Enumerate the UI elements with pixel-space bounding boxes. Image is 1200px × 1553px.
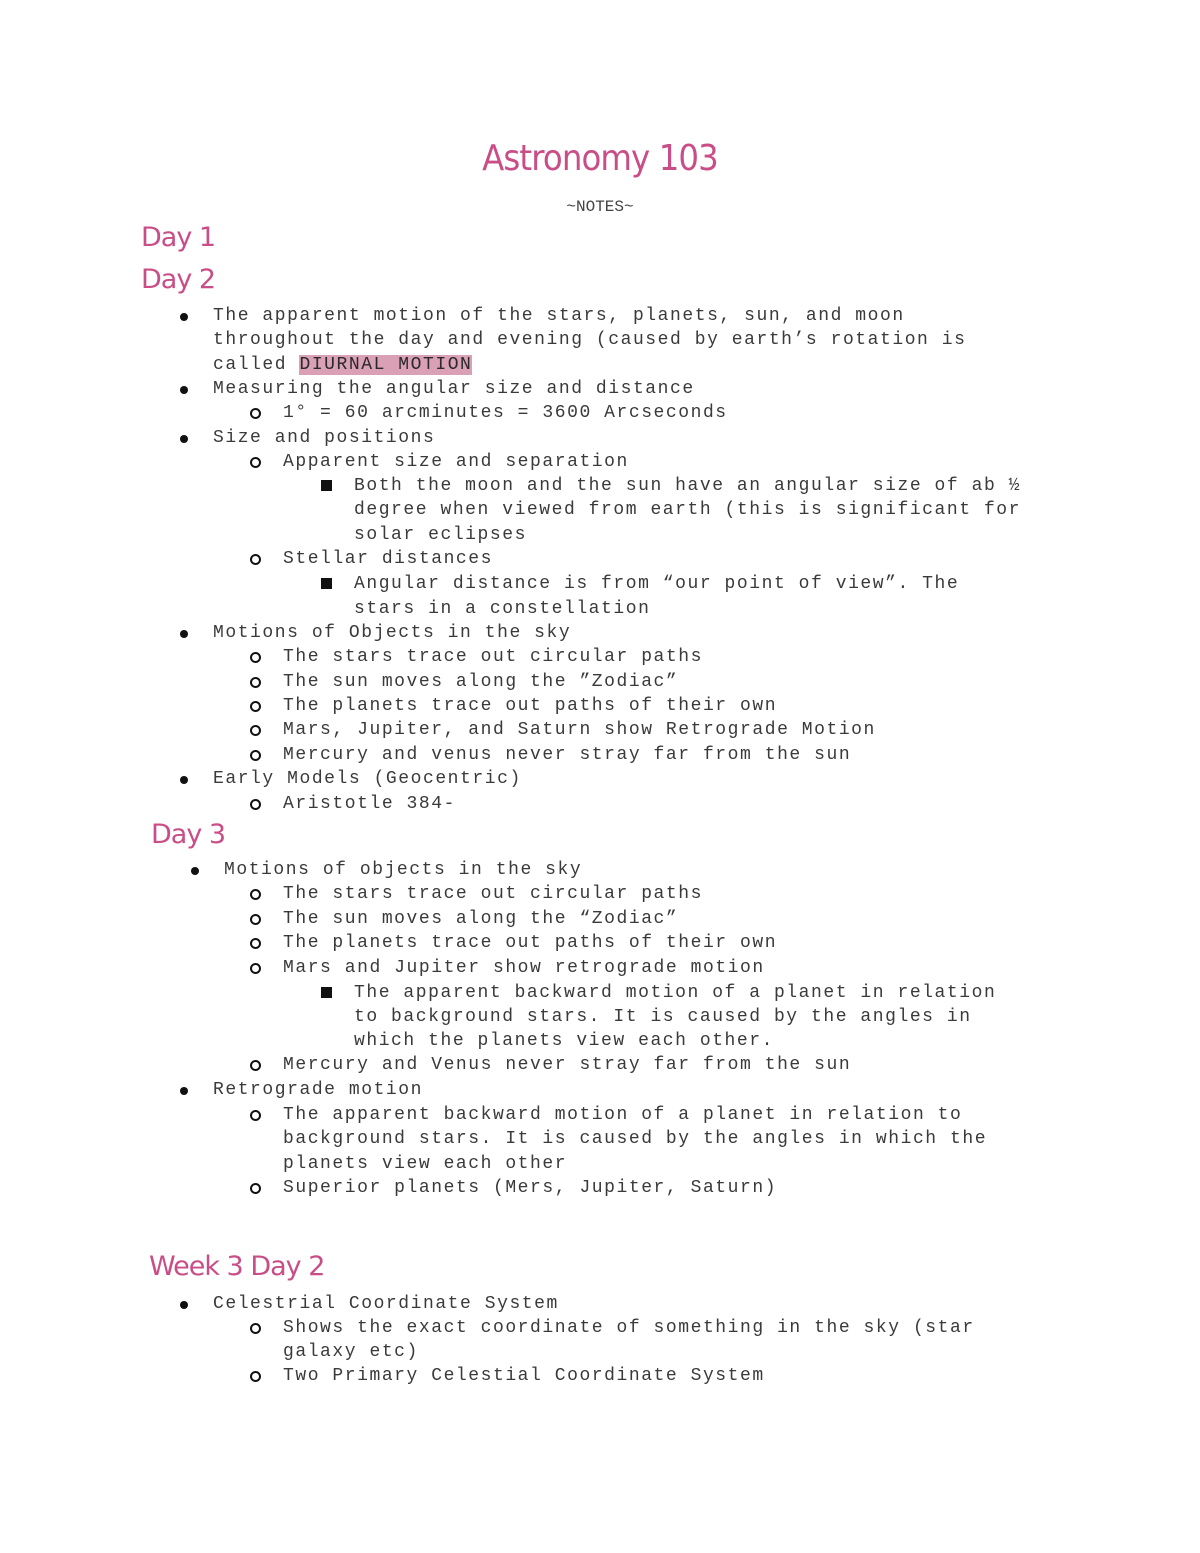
list-item-continued: stars in a constellation bbox=[354, 599, 651, 619]
list-item-continued: background stars. It is caused by the angles in which the bbox=[283, 1129, 988, 1149]
sub-list-item: Mars, Jupiter, and Saturn show Retrograde Motion bbox=[283, 720, 876, 740]
sub-list-item: Mercury and Venus never stray far from the sun bbox=[283, 1055, 852, 1075]
list-item-continued: galaxy etc) bbox=[283, 1342, 419, 1362]
sub-list-item: Mercury and venus never stray far from the sun bbox=[283, 745, 852, 765]
sub-list-item: Stellar distances bbox=[283, 549, 493, 569]
list-item: Motions of objects in the sky bbox=[224, 860, 583, 880]
sub-list-item: Aristotle 384- bbox=[283, 794, 456, 814]
sub-list-item: Apparent size and separation bbox=[283, 452, 629, 472]
list-item-continued: to background stars. It is caused by the angles in bbox=[354, 1007, 972, 1027]
sub-sub-list-item: Angular distance is from “our point of view”. The bbox=[354, 574, 960, 594]
sub-sub-list-item: The apparent backward motion of a planet in relation bbox=[354, 983, 997, 1003]
sub-list-item: 1° = 60 arcminutes = 3600 Arcseconds bbox=[283, 403, 728, 423]
list-item-continued bbox=[213, 353, 472, 377]
heading-day-3: Day 3 bbox=[151, 819, 226, 850]
heading-week-3-day-2: Week 3 Day 2 bbox=[149, 1251, 325, 1282]
sub-list-item: The sun moves along the ”Zodiac” bbox=[283, 672, 679, 692]
list-item-continued: which the planets view each other. bbox=[354, 1031, 774, 1051]
sub-list-item: Mars and Jupiter show retrograde motion bbox=[283, 958, 765, 978]
list-item-continued: planets view each other bbox=[283, 1154, 568, 1174]
sub-list-item: The sun moves along the “Zodiac” bbox=[283, 909, 679, 929]
document-title: Astronomy 103 bbox=[482, 138, 718, 179]
document-subtitle: ~NOTES~ bbox=[566, 198, 634, 216]
highlighted-term: DIURNAL MOTION bbox=[299, 355, 473, 375]
heading-day-1: Day 1 bbox=[141, 222, 216, 253]
sub-list-item: The planets trace out paths of their own bbox=[283, 696, 778, 716]
sub-list-item: Two Primary Celestial Coordinate System bbox=[283, 1366, 765, 1386]
list-item: Measuring the angular size and distance bbox=[213, 379, 695, 399]
sub-list-item: The stars trace out circular paths bbox=[283, 647, 703, 667]
list-item: The apparent motion of the stars, planets, sun, and moon bbox=[213, 306, 905, 326]
list-item-continued: degree when viewed from earth (this is significant for bbox=[354, 500, 1021, 520]
heading-day-2: Day 2 bbox=[141, 264, 216, 295]
list-item-continued: solar eclipses bbox=[354, 525, 527, 545]
sub-list-item: The stars trace out circular paths bbox=[283, 884, 703, 904]
sub-sub-list-item: Both the moon and the sun have an angular size of ab ½ bbox=[354, 476, 1021, 496]
sub-list-item: Shows the exact coordinate of something in the sky (star bbox=[283, 1318, 975, 1338]
list-item: Early Models (Geocentric) bbox=[213, 769, 522, 789]
list-item-text: called bbox=[213, 355, 300, 375]
list-item: Retrograde motion bbox=[213, 1080, 423, 1100]
list-item: Celestrial Coordinate System bbox=[213, 1294, 559, 1314]
list-item: Motions of Objects in the sky bbox=[213, 623, 572, 643]
sub-list-item: The apparent backward motion of a planet in relation to bbox=[283, 1105, 963, 1125]
sub-list-item: The planets trace out paths of their own bbox=[283, 933, 778, 953]
sub-list-item: Superior planets (Mers, Jupiter, Saturn) bbox=[283, 1178, 778, 1198]
list-item-continued: throughout the day and evening (caused by earth’s rotation is bbox=[213, 330, 967, 350]
list-item: Size and positions bbox=[213, 428, 436, 448]
